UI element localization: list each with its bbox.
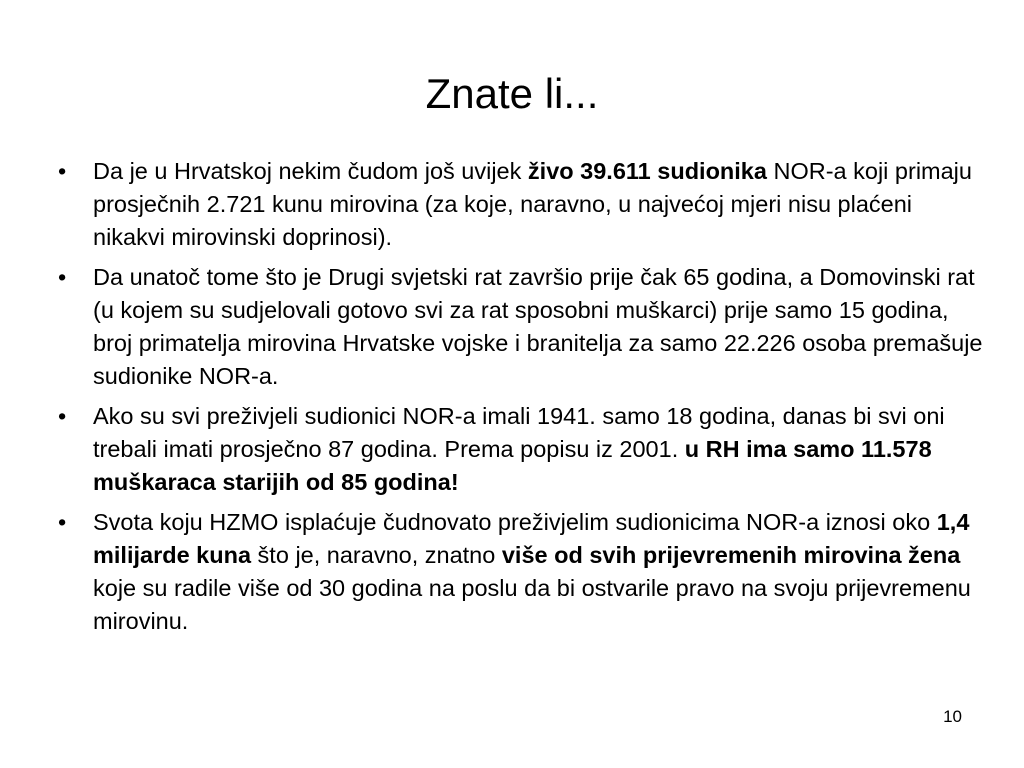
bullet-text-segment: Ako su svi preživjeli sudionici NOR-a imali 1941. samo 18 godina, danas bi svi oni trebali imati prosječno 87 godina. Prema popisu iz 2001.: [93, 403, 945, 462]
bullet-text-segment: koje su radile više od 30 godina na poslu da bi ostvarile pravo na svoju prijevremenu mirovinu.: [93, 575, 971, 634]
page-number: 10: [943, 707, 962, 726]
bullet-text-emphasis: živo 39.611 sudionika: [527, 158, 767, 184]
bullet-item: [58, 155, 988, 254]
bullet-item: [58, 261, 988, 393]
bullet-text-segment: što je, naravno, znatno: [251, 542, 502, 568]
bullet-text-segment: Svota koju HZMO isplaćuje čudnovato preživjelim sudionicima NOR-a iznosi oko: [93, 509, 937, 535]
bullet-text-emphasis: 1,4 milijarde kuna: [93, 509, 970, 568]
bullet-text-segment: Da unatoč tome što je Drugi svjetski rat završio prije čak 65 godina, a Domovinski rat (u kojem su sudjelovali gotovo svi za rat sposobni muškarci) prije samo 15 godina, broj primatelja mirovina Hrvatske vojske i branitelja za samo 22.226 osoba premašuje sudionike NOR-a.: [93, 264, 983, 389]
bullet-list: [58, 155, 988, 645]
bullet-icon: •: [58, 264, 67, 290]
bullet-item: [58, 506, 988, 638]
bullet-text-segment: NOR-a koji primaju prosječnih 2.721 kunu mirovina (za koje, naravno, u najvećoj mjeri nisu plaćeni nikakvi mirovinski doprinosi).: [93, 158, 972, 250]
bullet-text-emphasis: u RH ima samo 11.578 muškaraca starijih od 85 godina!: [93, 436, 932, 495]
bullet-item: [58, 400, 988, 499]
slide-title: Znate li...: [425, 70, 599, 117]
bullet-icon: •: [58, 509, 67, 535]
bullet-icon: •: [58, 403, 67, 429]
bullet-icon: •: [58, 158, 67, 184]
bullet-text-segment: Da je u Hrvatskoj nekim čudom još uvijek: [93, 158, 528, 184]
bullet-text-emphasis: više od svih prijevremenih mirovina žena: [501, 542, 961, 568]
